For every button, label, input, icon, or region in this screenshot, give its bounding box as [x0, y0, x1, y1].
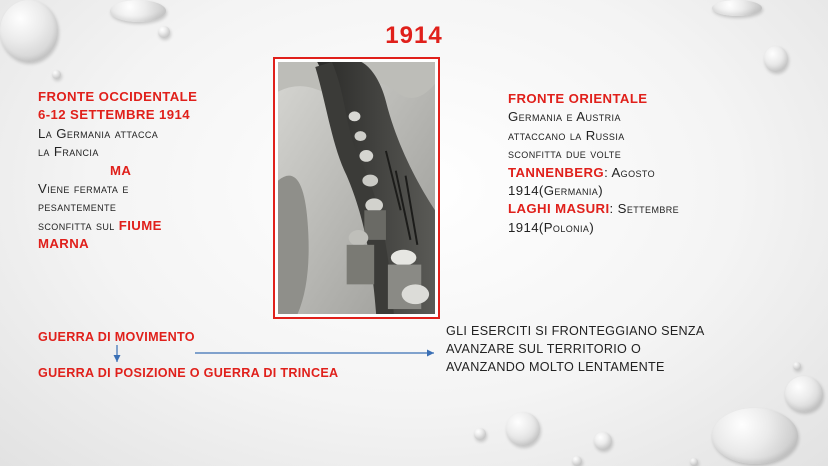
marne-river-label: FIUME — [118, 217, 162, 233]
text-line: la Francia — [38, 144, 99, 160]
marne-river-label-cont: MARNA — [38, 236, 90, 252]
water-drop-decoration — [110, 0, 166, 22]
western-front-dates: 6-12 SETTEMBRE 1914 — [38, 107, 190, 123]
water-drop-decoration — [594, 432, 612, 450]
slide-title: 1914 — [385, 22, 443, 49]
water-drop-decoration — [52, 70, 61, 79]
water-drop-decoration — [572, 456, 582, 466]
western-front-text — [38, 88, 268, 254]
eastern-front-text — [508, 90, 768, 237]
text-line: Germania e Austria — [508, 109, 621, 125]
water-drop-decoration — [506, 412, 540, 446]
tannenberg-label: TANNENBERG — [508, 164, 605, 180]
text-line: Viene fermata e — [38, 181, 129, 197]
trench-photo — [273, 57, 440, 319]
water-drop-decoration — [785, 376, 823, 412]
text-line: attaccano la Russia — [508, 127, 625, 143]
text-line: GLI ESERCITI SI FRONTEGGIANO SENZA — [446, 324, 705, 338]
text-line — [508, 200, 768, 218]
war-of-movement-label: GUERRA DI MOVIMENTO — [38, 330, 195, 344]
trench-warfare-description — [446, 322, 705, 376]
text-fragment: sconfitta sul — [38, 217, 119, 233]
text-line — [38, 217, 268, 235]
text-line: sconfitta due volte — [508, 146, 622, 162]
trench-photo-image — [278, 62, 435, 314]
masurian-lakes-label: LAGHI MASURI — [508, 201, 610, 217]
text-line: AVANZANDO MOLTO LENTAMENTE — [446, 360, 665, 374]
water-drop-decoration — [690, 458, 698, 466]
text-line: AVANZARE SUL TERRITORIO O — [446, 342, 642, 356]
text-fragment: : Agosto — [604, 164, 656, 180]
text-line: 1914(Polonia) — [508, 219, 595, 235]
text-line: pesantemente — [38, 199, 117, 215]
water-drop-decoration — [712, 408, 798, 464]
trench-warfare-label: GUERRA DI POSIZIONE O GUERRA DI TRINCEA — [38, 366, 339, 380]
water-drop-decoration — [712, 0, 762, 16]
water-drop-decoration — [793, 362, 801, 370]
text-line: 1914(Germania) — [508, 183, 603, 199]
eastern-front-heading: FRONTE ORIENTALE — [508, 91, 648, 106]
western-front-heading: FRONTE OCCIDENTALE — [38, 89, 198, 104]
water-drop-decoration — [474, 428, 486, 440]
text-line: La Germania attacca — [38, 125, 159, 141]
text-line — [508, 164, 768, 182]
ma-conjunction: MA — [110, 162, 132, 178]
text-fragment: : Settembre — [609, 201, 680, 217]
